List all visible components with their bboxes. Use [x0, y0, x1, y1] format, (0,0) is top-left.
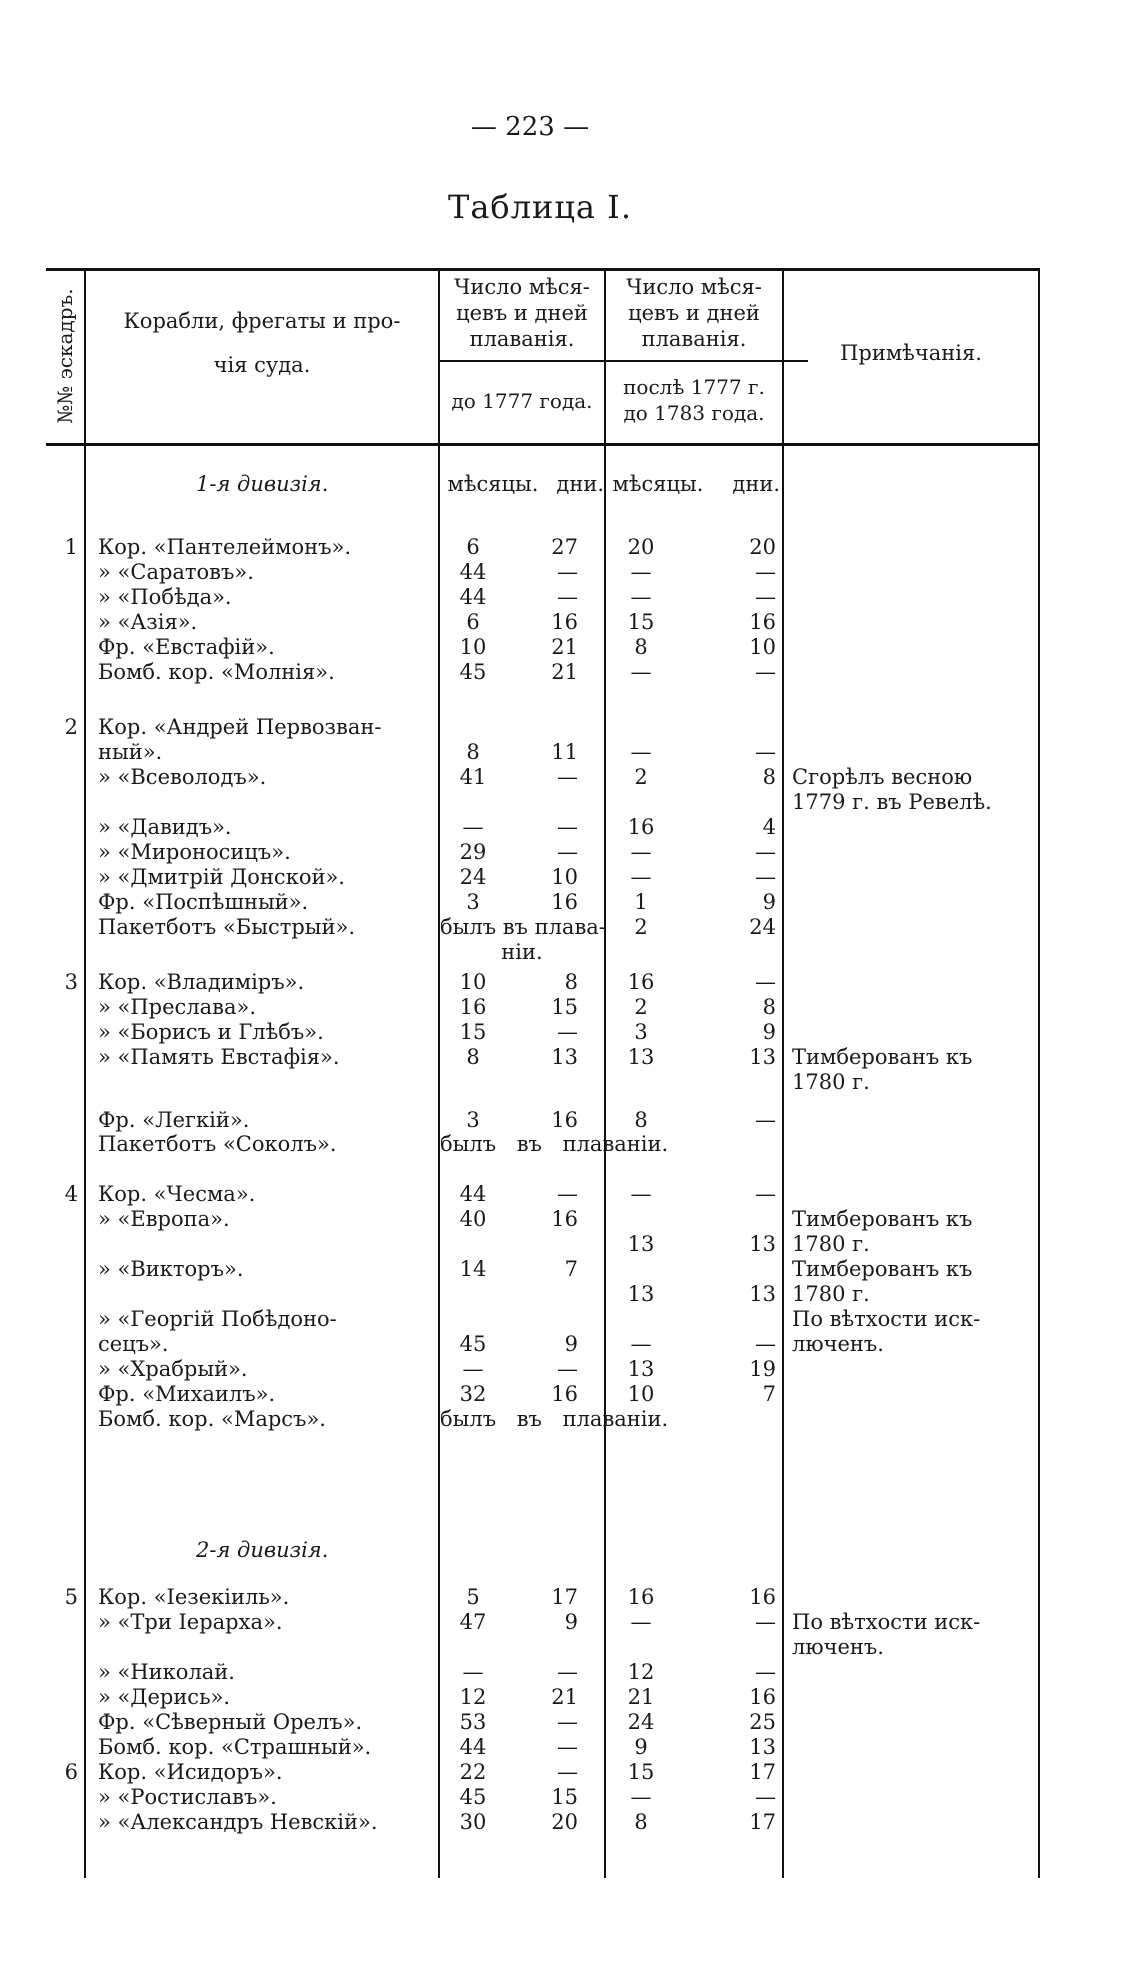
days-before-1777: 8 [564, 970, 578, 994]
months-after-1777: — [630, 1610, 652, 1634]
ship-name: Пакетботъ «Быстрый». [98, 915, 355, 939]
days-before-1777: 16 [551, 1108, 578, 1132]
days-before-1777: 9 [564, 1332, 578, 1356]
months-after-1777: 16 [627, 970, 655, 994]
note-text: 1780 г. [792, 1232, 870, 1256]
table-row [46, 1330, 1040, 1358]
note-text: По вѣтхости иск- [792, 1610, 981, 1634]
months-before-1777: — [462, 1660, 484, 1684]
days-before-1777: — [557, 560, 578, 584]
squadron-number: 4 [64, 1182, 78, 1206]
ship-name: Фр. «Михаилъ». [98, 1382, 276, 1406]
months-after-1777: 20 [627, 535, 655, 559]
months-before-1777: 44 [459, 560, 487, 584]
ship-name: » «Храбрый». [98, 1357, 248, 1381]
ship-name: » «Викторъ». [98, 1257, 244, 1281]
months-after-1777: 3 [634, 1020, 648, 1044]
table-row [46, 938, 1040, 966]
span-note-before-1777: былъ въ плава- [440, 915, 606, 939]
months-after-1777: 9 [634, 1735, 648, 1759]
table-row [46, 558, 1040, 586]
months-before-1777: 45 [459, 660, 487, 684]
months-before-1777: 45 [459, 1785, 487, 1809]
days-before-1777: — [557, 585, 578, 609]
header-g2-sub-line2: до 1783 года. [623, 401, 765, 425]
table-row [46, 1355, 1040, 1383]
note-text: Тимберованъ къ [792, 1207, 973, 1231]
months-after-1777: 15 [627, 610, 655, 634]
ship-name: Кор. «Исидоръ». [98, 1760, 283, 1784]
months-after-1777: 16 [627, 815, 655, 839]
header-notes: Примѣчанія. [840, 341, 982, 365]
header-g1-line1: Число мѣся- [454, 275, 590, 299]
header-ships-line2: чія суда. [213, 353, 311, 377]
ship-name: Фр. «Евстафій». [98, 635, 275, 659]
months-before-1777: 47 [459, 1610, 487, 1634]
ship-name: » «Ростиславъ». [98, 1785, 277, 1809]
header-g2-line2: цевъ и дней [628, 301, 760, 325]
ship-name: » «Побѣда». [98, 585, 232, 609]
table-row [46, 1633, 1040, 1661]
days-before-1777: 16 [551, 1382, 578, 1406]
table-row [46, 838, 1040, 866]
days-before-1777: — [557, 1182, 578, 1206]
months-after-1777: 12 [627, 1660, 655, 1684]
table-row [46, 1255, 1040, 1283]
months-after-1777: — [630, 1332, 652, 1356]
table-row [46, 1733, 1040, 1761]
table-row [46, 738, 1040, 766]
months-after-1777: 13 [627, 1045, 655, 1069]
span-note-both-periods: былъ въ плаваніи. [440, 1407, 669, 1431]
ship-name: » «Три Iерарха». [98, 1610, 283, 1634]
days-after-1777: 16 [749, 1685, 776, 1709]
ship-name: » «Дерись». [98, 1685, 231, 1709]
days-after-1777: — [755, 1332, 776, 1356]
months-before-1777: 44 [459, 585, 487, 609]
months-after-1777: 2 [634, 915, 648, 939]
days-after-1777: — [755, 740, 776, 764]
squadron-number: 3 [64, 970, 78, 994]
days-before-1777: 9 [564, 1610, 578, 1634]
table-row [46, 583, 1040, 611]
days-after-1777: 9 [762, 890, 776, 914]
table-row [46, 1230, 1040, 1258]
division-title: 1-я дивизія. [196, 472, 329, 496]
ship-name: Фр. «Легкій». [98, 1108, 250, 1132]
months-before-1777: 3 [466, 890, 480, 914]
days-after-1777: — [755, 1182, 776, 1206]
months-after-1777: 2 [634, 995, 648, 1019]
months-after-1777: — [630, 740, 652, 764]
months-before-1777: 32 [459, 1382, 487, 1406]
header-g1-line3: плаванія. [469, 327, 575, 351]
ship-name: » «Николай. [98, 1660, 235, 1684]
months-before-1777: 15 [459, 1020, 487, 1044]
months-before-1777: 30 [459, 1810, 487, 1834]
days-after-1777: 17 [749, 1760, 776, 1784]
ship-name: Бомб. кор. «Молнія». [98, 660, 335, 684]
header-g1-sub: до 1777 года. [451, 389, 593, 413]
days-after-1777: — [755, 1610, 776, 1634]
days-before-1777: 11 [551, 740, 578, 764]
days-before-1777: — [557, 1020, 578, 1044]
division-row [46, 470, 1040, 498]
months-before-1777: 6 [466, 610, 480, 634]
months-before-1777: 8 [466, 1045, 480, 1069]
months-before-1777: 29 [459, 840, 487, 864]
days-before-1777: — [557, 840, 578, 864]
span-note-both-periods: былъ въ плаваніи. [440, 1132, 669, 1156]
table-row [46, 888, 1040, 916]
months-before-1777: 24 [459, 865, 487, 889]
squadron-number: 1 [64, 535, 78, 559]
ship-name: » «Дмитрій Донской». [98, 865, 345, 889]
months-after-1777: — [630, 560, 652, 584]
ship-name: Кор. «Андрей Первозван- [98, 715, 382, 739]
months-before-1777: 12 [459, 1685, 487, 1709]
ship-name: Кор. «Владиміръ». [98, 970, 305, 994]
months-after-1777: — [630, 660, 652, 684]
header-ships-line1: Корабли, фрегаты и про- [123, 309, 401, 333]
days-before-1777: 13 [551, 1045, 578, 1069]
days-after-1777: 13 [749, 1282, 776, 1306]
months-before-1777: 6 [466, 535, 480, 559]
page-number: — 223 — [470, 112, 590, 142]
table-row [46, 633, 1040, 661]
days-after-1777: 16 [749, 610, 776, 634]
months-after-1777: 2 [634, 765, 648, 789]
months-after-1777: — [630, 1785, 652, 1809]
days-before-1777: 21 [551, 1685, 578, 1709]
days-after-1777: 24 [749, 915, 776, 939]
months-before-1777: 22 [459, 1760, 487, 1784]
days-after-1777: — [755, 840, 776, 864]
days-after-1777: — [755, 585, 776, 609]
note-text: люченъ. [792, 1635, 884, 1659]
table-title: Таблица I. [448, 188, 632, 226]
months-after-1777: — [630, 840, 652, 864]
days-before-1777: — [557, 815, 578, 839]
ship-name: » «Борисъ и Глѣбъ». [98, 1020, 324, 1044]
span-note-before-1777: ніи. [501, 940, 543, 964]
ship-name: Фр. «Поспѣшный». [98, 890, 309, 914]
months-before-1777: 3 [466, 1108, 480, 1132]
note-text: люченъ. [792, 1332, 884, 1356]
months-after-1777: 15 [627, 1760, 655, 1784]
months-before-1777: 40 [459, 1207, 487, 1231]
squadron-number: 2 [64, 715, 78, 739]
ship-name: Бомб. кор. «Марсъ». [98, 1407, 326, 1431]
months-before-1777: — [462, 1357, 484, 1381]
days-after-1777: 19 [749, 1357, 776, 1381]
table-row [46, 913, 1040, 941]
months-before-1777: 10 [459, 635, 487, 659]
table-row [46, 658, 1040, 686]
days-after-1777: — [755, 660, 776, 684]
note-text: 1780 г. [792, 1282, 870, 1306]
note-text: По вѣтхости иск- [792, 1307, 981, 1331]
table-row [46, 1405, 1040, 1433]
days-before-1777: — [557, 1357, 578, 1381]
months-after-1777: — [630, 1182, 652, 1206]
days-before-1777: 15 [551, 995, 578, 1019]
months-after-1777: 16 [627, 1585, 655, 1609]
months-after-1777: 8 [634, 635, 648, 659]
table-row [46, 1683, 1040, 1711]
months-after-1777: — [630, 585, 652, 609]
squadron-number: 5 [64, 1585, 78, 1609]
days-after-1777: 7 [762, 1382, 776, 1406]
days-before-1777: 21 [551, 635, 578, 659]
ship-name: Пакетботъ «Соколъ». [98, 1132, 337, 1156]
months-before-1777: 53 [459, 1710, 487, 1734]
days-before-1777: 21 [551, 660, 578, 684]
squadron-number: 6 [64, 1760, 78, 1784]
ship-name: ный». [98, 740, 163, 764]
note-text: 1779 г. въ Ревелѣ. [792, 790, 992, 814]
days-before-1777: — [557, 765, 578, 789]
header-rule [46, 443, 1040, 446]
ship-name: » «Давидъ». [98, 815, 232, 839]
top-rule [46, 268, 1040, 271]
days-after-1777: 20 [749, 535, 776, 559]
table-row [46, 1658, 1040, 1686]
table-row [46, 1043, 1040, 1071]
days-after-1777: 10 [749, 635, 776, 659]
division-title: 2-я дивизія. [196, 1538, 329, 1562]
days-after-1777: 8 [762, 765, 776, 789]
table-row [46, 1068, 1040, 1096]
unit-months: мѣсяцы. [612, 472, 704, 496]
days-after-1777: 17 [749, 1810, 776, 1834]
table-row [46, 1708, 1040, 1736]
months-after-1777: 13 [627, 1282, 655, 1306]
days-before-1777: — [557, 1710, 578, 1734]
days-before-1777: 20 [551, 1810, 578, 1834]
days-before-1777: 15 [551, 1785, 578, 1809]
months-after-1777: 8 [634, 1108, 648, 1132]
unit-days: дни. [732, 472, 780, 496]
days-after-1777: 13 [749, 1735, 776, 1759]
table-row [46, 788, 1040, 816]
ship-name: Кор. «Чесма». [98, 1182, 256, 1206]
header-g2-line1: Число мѣся- [626, 275, 762, 299]
table-row [46, 993, 1040, 1021]
months-before-1777: 16 [459, 995, 487, 1019]
days-after-1777: 25 [749, 1710, 776, 1734]
table-row [46, 1783, 1040, 1811]
division-row [46, 1536, 1040, 1564]
months-before-1777: 44 [459, 1182, 487, 1206]
table-row [46, 608, 1040, 636]
days-before-1777: 16 [551, 610, 578, 634]
header-squadron: №№ эскадръ. [53, 287, 77, 424]
days-after-1777: — [755, 1660, 776, 1684]
days-before-1777: 16 [551, 1207, 578, 1231]
header-g2-sub-line1: послѣ 1777 г. [623, 375, 765, 399]
note-text: Сгорѣлъ весною [792, 765, 973, 789]
months-before-1777: 8 [466, 740, 480, 764]
ship-name: » «Саратовъ». [98, 560, 254, 584]
days-after-1777: — [755, 1108, 776, 1132]
table-row [46, 1180, 1040, 1208]
months-before-1777: 14 [459, 1257, 487, 1281]
days-before-1777: 16 [551, 890, 578, 914]
months-after-1777: 1 [634, 890, 648, 914]
days-after-1777: — [755, 560, 776, 584]
days-before-1777: 17 [551, 1585, 578, 1609]
ship-name: » «Азія». [98, 610, 198, 634]
days-after-1777: — [755, 865, 776, 889]
table-row [46, 1130, 1040, 1158]
note-text: 1780 г. [792, 1070, 870, 1094]
months-after-1777: 8 [634, 1810, 648, 1834]
table-row [46, 1380, 1040, 1408]
table-row [46, 813, 1040, 841]
table-row [46, 763, 1040, 791]
ship-name: » «Мироносицъ». [98, 840, 291, 864]
table-row [46, 1305, 1040, 1333]
days-before-1777: 7 [564, 1257, 578, 1281]
days-after-1777: — [755, 970, 776, 994]
days-before-1777: — [557, 1760, 578, 1784]
ship-name: Кор. «Iезекіиль». [98, 1585, 290, 1609]
table-row [46, 1018, 1040, 1046]
header-g1-line2: цевъ и дней [456, 301, 588, 325]
subheader-rule [438, 360, 808, 362]
table-row [46, 1280, 1040, 1308]
ship-name: Кор. «Пантелеймонъ». [98, 535, 352, 559]
days-before-1777: — [557, 1735, 578, 1759]
days-before-1777: 10 [551, 865, 578, 889]
months-after-1777: — [630, 865, 652, 889]
months-before-1777: 44 [459, 1735, 487, 1759]
days-after-1777: 9 [762, 1020, 776, 1044]
table-row [46, 1608, 1040, 1636]
months-after-1777: 21 [627, 1685, 655, 1709]
table-row [46, 713, 1040, 741]
months-after-1777: 24 [627, 1710, 655, 1734]
ship-name: » «Георгій Побѣдоно- [98, 1307, 337, 1331]
months-after-1777: 13 [627, 1232, 655, 1256]
table-row [46, 863, 1040, 891]
ship-name: » «Преслава». [98, 995, 257, 1019]
note-text: Тимберованъ къ [792, 1045, 973, 1069]
days-after-1777: 4 [762, 815, 776, 839]
months-after-1777: 10 [627, 1382, 655, 1406]
ships-table [46, 268, 1040, 1878]
days-after-1777: 16 [749, 1585, 776, 1609]
ship-name: Фр. «Сѣверный Орелъ». [98, 1710, 363, 1734]
table-row [46, 1758, 1040, 1786]
months-before-1777: 5 [466, 1585, 480, 1609]
months-before-1777: 41 [459, 765, 487, 789]
header-g2-line3: плаванія. [641, 327, 747, 351]
unit-months: мѣсяцы. [447, 472, 539, 496]
days-before-1777: — [557, 1660, 578, 1684]
ship-name: » «Память Евстафія». [98, 1045, 340, 1069]
note-text: Тимберованъ къ [792, 1257, 973, 1281]
table-row [46, 533, 1040, 561]
months-before-1777: 10 [459, 970, 487, 994]
months-before-1777: — [462, 815, 484, 839]
months-after-1777: 13 [627, 1357, 655, 1381]
table-row [46, 1808, 1040, 1836]
table-row [46, 1583, 1040, 1611]
table-row [46, 968, 1040, 996]
ship-name: » «Всеволодъ». [98, 765, 267, 789]
table-row [46, 1205, 1040, 1233]
days-after-1777: 8 [762, 995, 776, 1019]
days-after-1777: 13 [749, 1232, 776, 1256]
ship-name: сецъ». [98, 1332, 169, 1356]
months-before-1777: 45 [459, 1332, 487, 1356]
unit-days: дни. [556, 472, 604, 496]
days-after-1777: — [755, 1785, 776, 1809]
days-before-1777: 27 [551, 535, 578, 559]
ship-name: » «Александръ Невскій». [98, 1810, 378, 1834]
ship-name: Бомб. кор. «Страшный». [98, 1735, 372, 1759]
days-after-1777: 13 [749, 1045, 776, 1069]
ship-name: » «Европа». [98, 1207, 230, 1231]
